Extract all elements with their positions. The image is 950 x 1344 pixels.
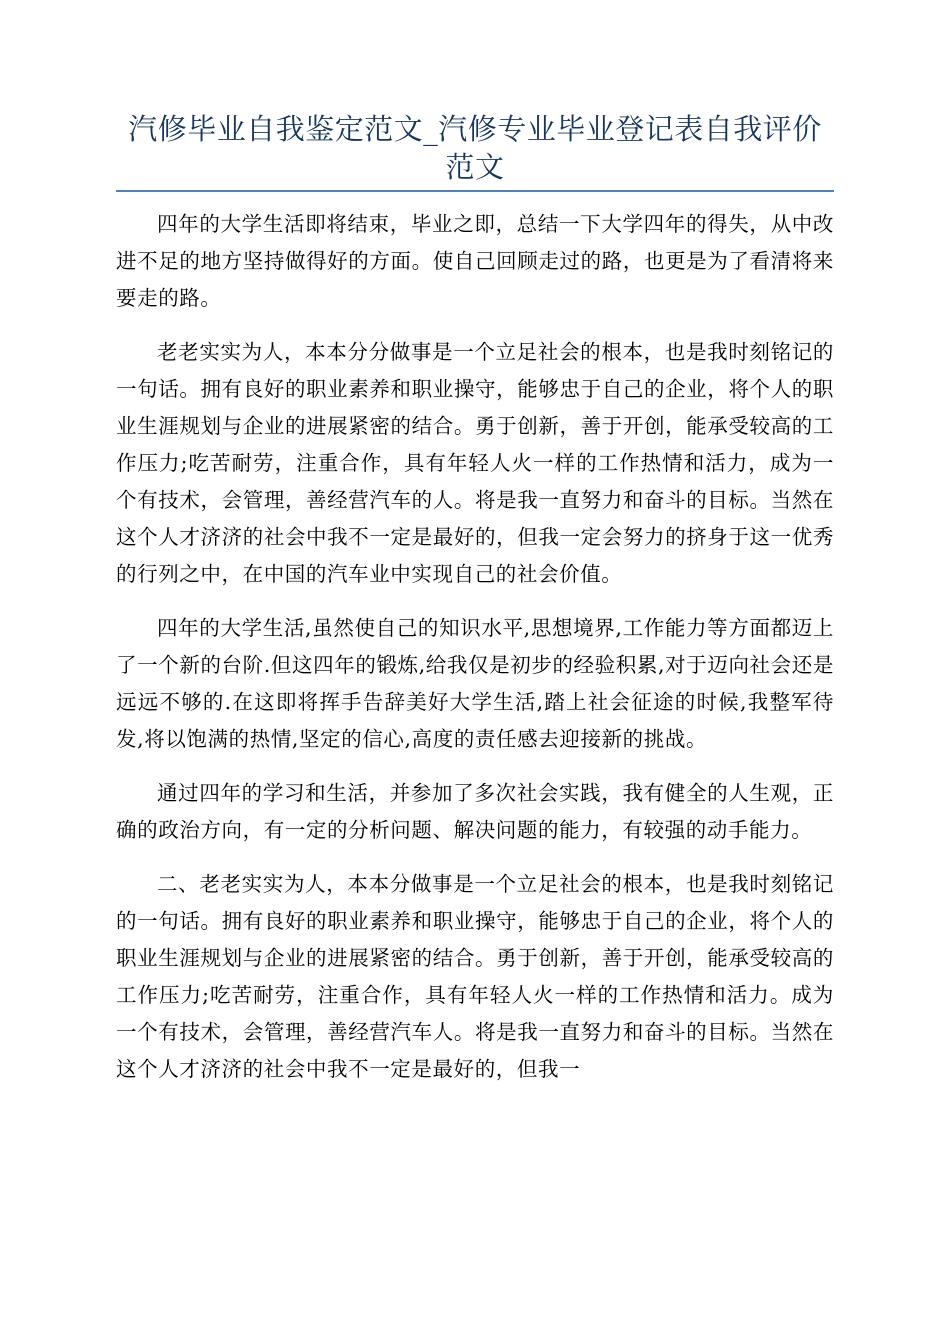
paragraph-5: 二、老老实实为人，本本分做事是一个立足社会的根本，也是我时刻铭记的一句话。拥有良好的职业素养和职业操守，能够忠于自己的企业，将个人的职业生涯规划与企业的进展紧密的结合。勇于创新，善于开创，能承受较高的工作压力;吃苦耐劳，注重合作，具有年轻人火一样的工作热情和活力。成为一个有技术，会管理，善经营汽车人。将是我一直努力和奋斗的目标。当然在这个人才济济的社会中我不一定是最好的，但我一 xyxy=(116,872,834,1081)
document-title: 汽修毕业自我鉴定范文_汽修专业毕业登记表自我评价范文 xyxy=(128,112,822,184)
paragraph-4: 通过四年的学习和生活，并参加了多次社会实践，我有健全的人生观，正确的政治方向，有一定的分析问题、解决问题的能力，有较强的动手能力。 xyxy=(116,781,834,842)
paragraph-2: 老老实实为人，本本分分做事是一个立足社会的根本，也是我时刻铭记的一句话。拥有良好的职业素养和职业操守，能够忠于自己的企业，将个人的职业生涯规划与企业的进展紧密的结合。勇于创新，善于开创，能承受较高的工作压力;吃苦耐劳，注重合作，具有年轻人火一样的工作热情和活力，成为一个有技术，会管理，善经营汽车的人。将是我一直努力和奋斗的目标。当然在这个人才济济的社会中我不一定是最好的，但我一定会努力的挤身于这一优秀的行列之中，在中国的汽车业中实现自己的社会价值。 xyxy=(116,340,834,586)
paragraph-3: 四年的大学生活,虽然使自己的知识水平,思想境界,工作能力等方面都迈上了一个新的台阶.但这四年的锻炼,给我仅是初步的经验积累,对于迈向社会还是远远不够的.在这即将挥手告辞美好大学生活,踏上社会征途的时候,我整军待发,将以饱满的热情,坚定的信心,高度的责任感去迎接新的挑战。 xyxy=(116,616,834,751)
document-body xyxy=(116,206,834,1105)
paragraph-1: 四年的大学生活即将结束，毕业之即，总结一下大学四年的得失，从中改进不足的地方坚持做得好的方面。使自己回顾走过的路，也更是为了看清将来要走的路。 xyxy=(116,212,834,310)
title-block xyxy=(116,110,834,192)
